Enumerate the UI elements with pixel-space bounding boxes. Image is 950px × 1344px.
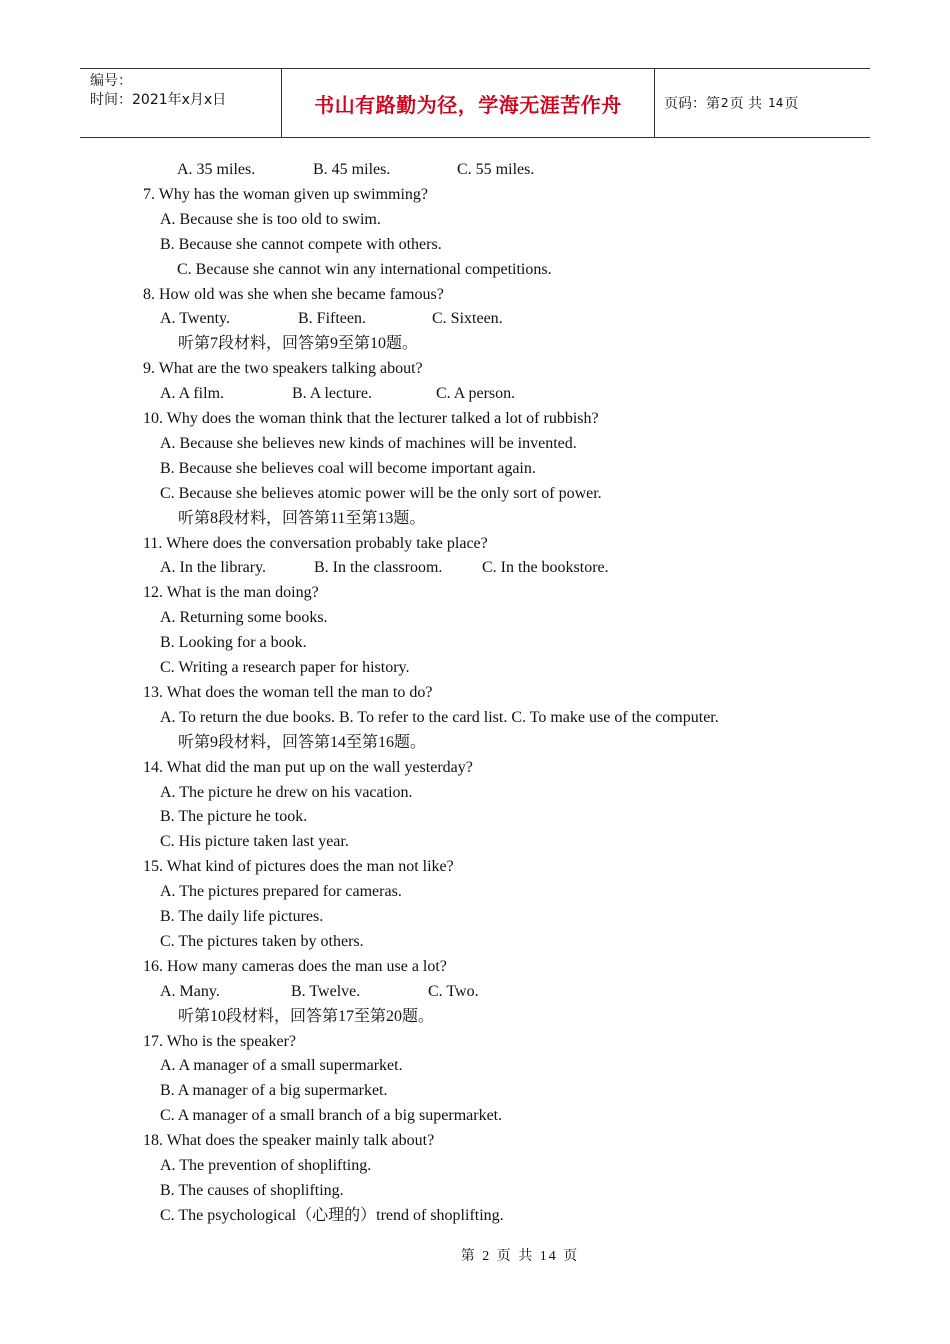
question-text: 18. What does the speaker mainly talk about? [143, 1132, 435, 1150]
page-total: 14 [768, 96, 784, 110]
option-choice: A. Twenty. [160, 310, 230, 328]
page-number: 2 [721, 96, 729, 110]
answer-option: B. Looking for a book. [160, 634, 307, 652]
question-text: 17. Who is the speaker? [143, 1032, 296, 1050]
option-choice: B. Twelve. [291, 982, 361, 1000]
header-divider [654, 69, 655, 137]
answer-option: A. The pictures prepared for cameras. [160, 883, 402, 901]
option-choice: C. In the bookstore. [482, 559, 609, 577]
answer-option: A. The prevention of shoplifting. [160, 1157, 372, 1174]
question-text: 7. Why has the woman given up swimming? [143, 185, 428, 203]
answer-option: C. Because she cannot win any international competitions. [177, 260, 552, 278]
option-choice: B. 45 miles. [313, 161, 391, 178]
option-choice: B. A lecture. [292, 385, 372, 403]
option-choice: A. A film. [160, 385, 225, 403]
answer-option: C. Writing a research paper for history. [160, 659, 410, 676]
option-choice: A. Many. [160, 982, 220, 1000]
answer-option: B. Because she cannot compete with others. [160, 235, 442, 253]
answer-option: C. The psychological（心理的）trend of shoplifting. [160, 1206, 504, 1224]
answer-option: A. Because she is too old to swim. [160, 210, 381, 228]
section-instruction: 听第7段材料，回答第9至第10题。 [178, 335, 419, 353]
question-text: 10. Why does the woman think that the lecturer talked a lot of rubbish? [143, 410, 599, 427]
answer-option: C. Because she believes atomic power will be the only sort of power. [160, 484, 602, 502]
answer-option: A. The picture he drew on his vacation. [160, 783, 413, 801]
question-text: 16. How many cameras does the man use a lot? [143, 957, 447, 975]
option-choice: B. In the classroom. [314, 559, 443, 577]
answer-option: B. The daily life pictures. [160, 908, 324, 925]
answer-option: B. The causes of shoplifting. [160, 1181, 344, 1199]
option-choice: A. In the library. [160, 559, 267, 577]
option-choice: C. Sixteen. [432, 310, 503, 328]
header-meta [90, 72, 226, 110]
question-text: 12. What is the man doing? [143, 584, 319, 602]
page-mid-label: 页 共 [729, 96, 763, 112]
question-text: 15. What kind of pictures does the man not like? [143, 858, 454, 876]
question-text: 9. What are the two speakers talking about? [143, 360, 423, 378]
answer-option: C. The pictures taken by others. [160, 932, 364, 950]
question-text: 13. What does the woman tell the man to do? [143, 683, 433, 701]
option-choice: C. A person. [436, 385, 516, 403]
answer-option: A. A manager of a small supermarket. [160, 1057, 403, 1075]
section-instruction: 听第10段材料，回答第17至第20题。 [178, 1007, 435, 1025]
section-instruction: 听第8段材料，回答第11至第13题。 [178, 509, 426, 527]
option-choice: C. Two. [428, 982, 479, 1000]
answer-option: B. A manager of a big supermarket. [160, 1082, 388, 1100]
option-choice: B. Fifteen. [298, 310, 366, 328]
question-text: 11. Where does the conversation probably take place? [143, 534, 488, 552]
answer-option: C. A manager of a small branch of a big supermarket. [160, 1107, 503, 1125]
section-instruction: 听第9段材料，回答第14至第16题。 [178, 733, 427, 751]
answer-option: B. Because she believes coal will become important again. [160, 459, 536, 477]
page-label: 页码：第 [664, 96, 720, 112]
option-choice: A. 35 miles. [177, 161, 256, 178]
number-label: 编号： [90, 73, 132, 89]
answer-option: A. Returning some books. [160, 609, 328, 627]
time-label: 时间：2021年x月x日 [90, 92, 227, 108]
answer-option: C. His picture taken last year. [160, 833, 349, 851]
header-page-info [664, 69, 798, 137]
option-choice: C. 55 miles. [457, 161, 535, 178]
answer-option: B. The picture he took. [160, 808, 308, 826]
page-footer: 第 2 页 共 14 页 [460, 1249, 580, 1264]
answer-option: A. Because she believes new kinds of machines will be invented. [160, 434, 577, 452]
question-text: 8. How old was she when she became famous? [143, 285, 444, 303]
question-text: 14. What did the man put up on the wall yesterday? [143, 758, 473, 776]
header-motto: 书山有路勤为径，学海无涯苦作舟 [314, 92, 622, 117]
page-end-label: 页 [784, 96, 799, 112]
answer-option: A. To return the due books. B. To refer to the card list. C. To make use of the computer. [160, 708, 719, 726]
page-header [80, 68, 870, 138]
